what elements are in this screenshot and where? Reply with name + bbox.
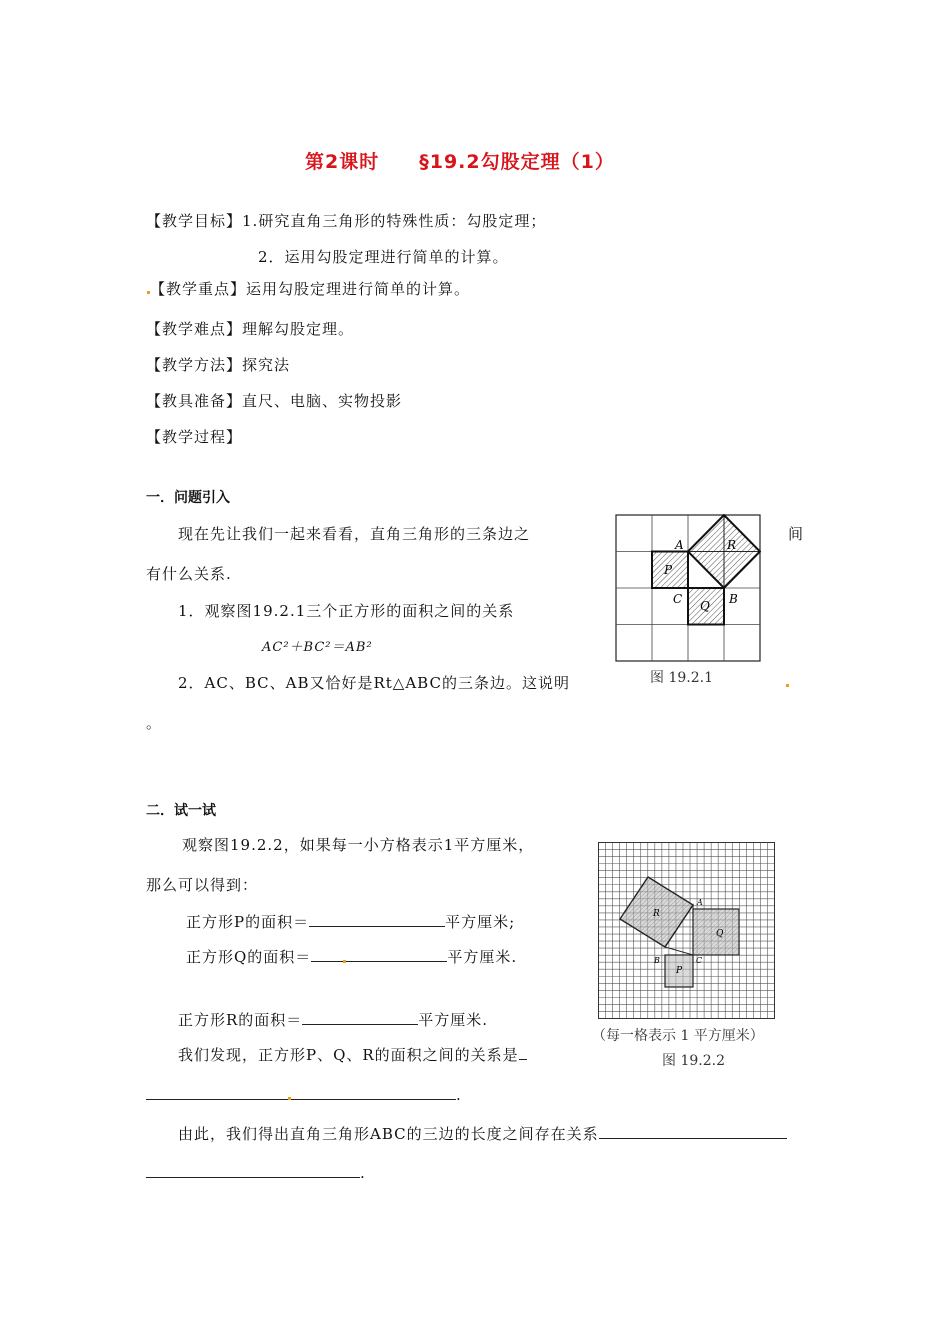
teaching-goals [146, 210, 546, 231]
teaching-process-label: 【教学过程】 [146, 428, 243, 446]
scan-dot [288, 1097, 291, 1100]
grid-lines [599, 843, 775, 1019]
discovery-blank-start[interactable] [519, 1045, 527, 1060]
page-title [305, 147, 615, 174]
label-p: P [664, 563, 673, 577]
method-text: 探究法 [242, 356, 291, 374]
goal-1: 1.研究直角三角形的特殊性质：勾股定理； [242, 212, 547, 230]
discovery-continuation [146, 1085, 462, 1104]
label-q: Q [700, 599, 710, 613]
figure-19-2-1-caption: 图 19.2.1 [650, 670, 713, 686]
teaching-difficulty [146, 318, 354, 339]
goals-label: 【教学目标】 [146, 212, 243, 230]
figure-19-2-2-caption: 图 19.2.2 [662, 1053, 725, 1069]
conclusion-row [178, 1123, 787, 1144]
section1-para-b: 间 [788, 525, 805, 543]
square-q-area-unit: 平方厘米. [447, 948, 518, 966]
tools-label: 【教具准备】 [146, 392, 243, 410]
discovery-blank[interactable] [146, 1085, 456, 1100]
section1-heading: 一．问题引入 [146, 490, 230, 506]
teaching-method [146, 354, 290, 375]
key-text: 运用勾股定理进行简单的计算。 [246, 280, 471, 298]
section2-para-b: 那么可以得到： [146, 876, 259, 894]
teaching-key [150, 278, 470, 299]
square-p-area-unit: 平方厘米; [445, 913, 516, 931]
square-p-area-row [186, 911, 515, 932]
section1-para-c: 有什么关系. [146, 565, 232, 583]
square-r-area-blank[interactable] [302, 1010, 418, 1025]
square-p-area-label: 正方形P的面积＝ [186, 913, 310, 931]
method-label: 【教学方法】 [146, 356, 243, 374]
discovery-text: 我们发现，正方形P、Q、R的面积之间的关系是 [178, 1046, 519, 1064]
section2-heading: 二．试一试 [146, 803, 216, 819]
square-r-area-label: 正方形R的面积＝ [178, 1011, 303, 1029]
label-a: A [697, 898, 703, 907]
scan-dot [147, 291, 150, 294]
conclusion-end: . [360, 1164, 366, 1182]
section1-item1: 1．观察图19.2.1三个正方形的面积之间的关系 [178, 602, 515, 620]
square-q-area-row [186, 946, 517, 967]
section1-item2: 2．AC、BC、AB又恰好是Rt△ABC的三条边。这说明 [178, 674, 570, 692]
conclusion-blank[interactable] [599, 1124, 787, 1139]
teaching-tools [146, 390, 402, 411]
section1-para-a: 现在先让我们一起来看看，直角三角形的三条边之 [178, 525, 531, 543]
label-r: R [653, 909, 660, 919]
square-q-area-blank[interactable] [311, 947, 447, 962]
square-r-area-row [178, 1009, 488, 1030]
conclusion-text: 由此，我们得出直角三角形ABC的三边的长度之间存在关系 [178, 1125, 599, 1143]
label-b: B [729, 592, 738, 606]
figure-19-2-1 [615, 514, 761, 662]
tools-text: 直尺、电脑、实物投影 [242, 392, 403, 410]
conclusion-continuation [146, 1163, 366, 1182]
lesson-number: 第2课时 [305, 151, 380, 173]
label-r: R [727, 538, 737, 552]
section1-formula: AC²＋BC²＝AB² [262, 640, 373, 655]
label-a: A [675, 538, 684, 552]
figure-19-2-2 [598, 842, 775, 1019]
key-label: 【教学重点】 [150, 280, 247, 298]
square-r-area-unit: 平方厘米. [418, 1011, 489, 1029]
discovery-row [178, 1044, 527, 1065]
label-b: B [654, 956, 660, 965]
section-title: §19.2勾股定理（1） [419, 151, 615, 173]
label-c: C [673, 592, 683, 606]
difficulty-label: 【教学难点】 [146, 320, 243, 338]
square-q-area-label: 正方形Q的面积＝ [186, 948, 312, 966]
square-p-area-blank[interactable] [309, 912, 445, 927]
figure-19-2-2-note: （每一格表示 1 平方厘米） [592, 1028, 764, 1044]
section1-item2-end: 。 [146, 714, 163, 732]
label-p: P [676, 966, 683, 976]
difficulty-text: 理解勾股定理。 [242, 320, 355, 338]
scan-dot [786, 684, 789, 687]
conclusion-blank-2[interactable] [146, 1163, 360, 1178]
grid-frame [599, 843, 775, 1019]
section2-para-a: 观察图19.2.2，如果每一小方格表示1平方厘米， [182, 836, 535, 854]
scan-dot [343, 960, 346, 963]
discovery-end: . [456, 1086, 462, 1104]
label-q: Q [716, 929, 724, 939]
label-c: C [696, 956, 703, 965]
goal-2: 2．运用勾股定理进行简单的计算。 [258, 248, 509, 266]
